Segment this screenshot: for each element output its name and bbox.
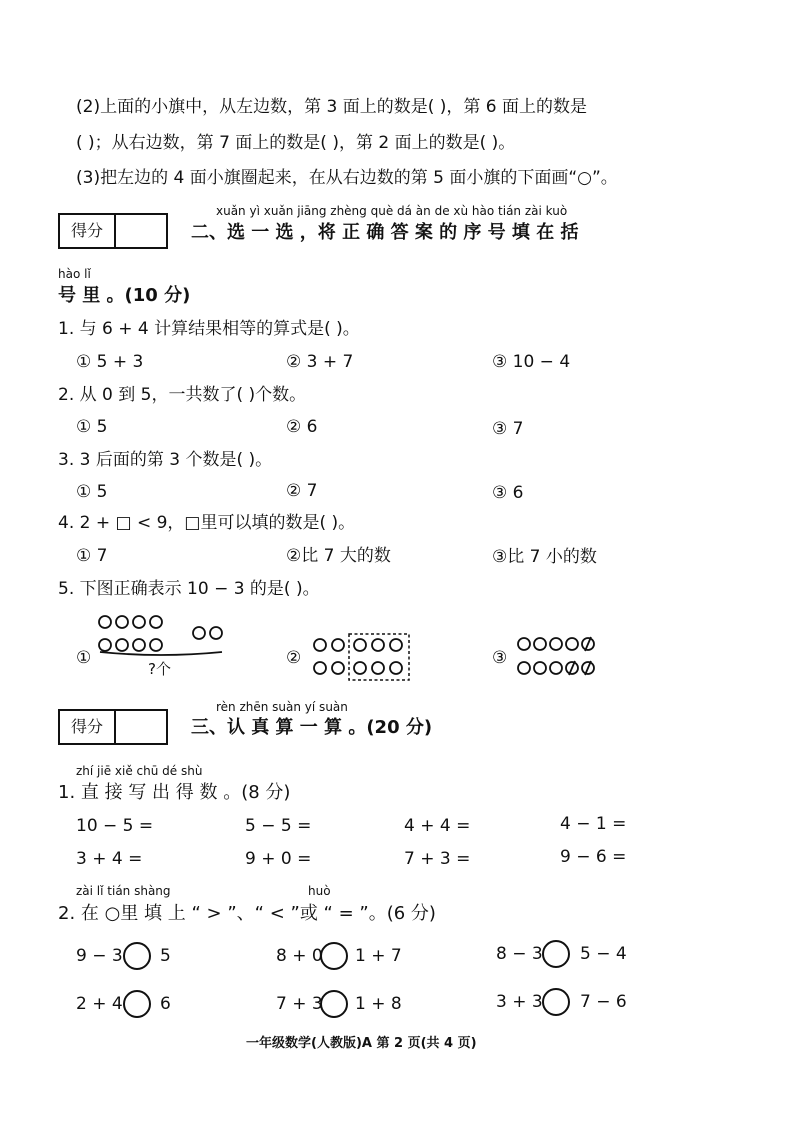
part1-pinyin: zhí jiē xiě chū dé shù <box>76 764 203 778</box>
section2-title-line2: 号 里 。(10 分) <box>58 285 191 306</box>
calc-2-3: 7 + 3 = <box>404 849 471 869</box>
page-footer: 一年级数学(人教版)A 第 2 页(共 4 页) <box>246 1036 477 1051</box>
compare-1-3-left: 8 − 3 <box>496 944 543 964</box>
q2-option-a[interactable]: ① 5 <box>76 417 108 437</box>
mc-question-3: 3. 3 后面的第 3 个数是( )。 <box>58 450 273 470</box>
q2-line2: ( )；从右边数，第 7 面上的数是( )，第 2 面上的数是( )。 <box>76 133 516 153</box>
part2-pinyin-b: huò <box>308 884 331 898</box>
q3-option-b[interactable]: ② 7 <box>286 481 318 501</box>
compare-2-3-right: 7 − 6 <box>580 992 627 1012</box>
part2-pinyin-a: zài lǐ tián shàng <box>76 884 171 898</box>
q2-line1: (2)上面的小旗中，从左边数，第 3 面上的数是( )，第 6 面上的数是 <box>76 97 587 117</box>
score-label: 得分 <box>60 711 116 743</box>
q1-option-a[interactable]: ① 5 + 3 <box>76 352 144 372</box>
score-label: 得分 <box>60 215 116 247</box>
q3-option-a[interactable]: ① 5 <box>76 482 108 502</box>
q5-option-b[interactable]: ② <box>286 648 302 668</box>
compare-1-2-right: 1 + 7 <box>355 946 402 966</box>
section2-title-line1: 二、选 一 选 ，将 正 确 答 案 的 序 号 填 在 括 <box>191 222 579 243</box>
q2-option-c[interactable]: ③ 7 <box>492 419 524 439</box>
section2-pinyin-line2: hào lǐ <box>58 267 91 281</box>
mc-question-5: 5. 下图正确表示 10 − 3 的是( )。 <box>58 579 320 599</box>
section2-pinyin-line1: xuǎn yì xuǎn jiāng zhèng què dá àn de xù hào tián zài kuò <box>216 204 568 218</box>
calc-1-4: 4 − 1 = <box>560 814 627 834</box>
q4-option-a[interactable]: ① 7 <box>76 546 108 566</box>
compare-2-1-left: 2 + 4 <box>76 994 123 1014</box>
compare-1-3-blank[interactable] <box>542 940 570 968</box>
compare-1-1-blank[interactable] <box>123 942 151 970</box>
q5-option-a-caption: ?个 <box>148 660 171 678</box>
score-box-section2 <box>58 213 168 249</box>
calc-1-3: 4 + 4 = <box>404 816 471 836</box>
calc-2-4: 9 − 6 = <box>560 847 627 867</box>
q1-option-c[interactable]: ③ 10 − 4 <box>492 352 571 372</box>
compare-1-1-right: 5 <box>160 946 171 966</box>
calc-1-2: 5 − 5 = <box>245 816 312 836</box>
compare-1-1-left: 9 − 3 <box>76 946 123 966</box>
compare-2-2-left: 7 + 3 <box>276 994 323 1014</box>
q2-option-b[interactable]: ② 6 <box>286 417 318 437</box>
mc-question-1: 1. 与 6 + 4 计算结果相等的算式是( )。 <box>58 319 360 339</box>
q4-option-c[interactable]: ③比 7 小的数 <box>492 547 597 567</box>
part1-title: 1. 直 接 写 出 得 数 。(8 分) <box>58 782 291 803</box>
q1-option-b[interactable]: ② 3 + 7 <box>286 352 354 372</box>
compare-2-2-blank[interactable] <box>320 990 348 1018</box>
calc-2-1: 3 + 4 = <box>76 849 143 869</box>
calc-2-2: 9 + 0 = <box>245 849 312 869</box>
q5-option-c-figure <box>514 632 614 682</box>
compare-2-2-right: 1 + 8 <box>355 994 402 1014</box>
q5-option-c[interactable]: ③ <box>492 648 508 668</box>
q5-option-a[interactable]: ① <box>76 648 92 668</box>
q3-option-c[interactable]: ③ 6 <box>492 483 524 503</box>
section3-pinyin: rèn zhēn suàn yí suàn <box>216 700 348 714</box>
part2-title: 2. 在 ○里 填 上 “ > ”、“ < ”或 “ = ”。(6 分) <box>58 903 436 924</box>
q4-option-b[interactable]: ②比 7 大的数 <box>286 546 391 566</box>
q5-option-b-figure <box>310 632 414 682</box>
compare-1-2-blank[interactable] <box>320 942 348 970</box>
compare-1-2-left: 8 + 0 <box>276 946 323 966</box>
score-box-section3 <box>58 709 168 745</box>
q3-line: (3)把左边的 4 面小旗圈起来，在从右边数的第 5 面小旗的下面画“○”。 <box>76 168 618 188</box>
compare-2-1-right: 6 <box>160 994 171 1014</box>
compare-2-3-left: 3 + 3 <box>496 992 543 1012</box>
compare-2-3-blank[interactable] <box>542 988 570 1016</box>
calc-1-1: 10 − 5 = <box>76 816 154 836</box>
section3-title: 三、认 真 算 一 算 。(20 分) <box>191 717 433 738</box>
mc-question-4: 4. 2 + □ < 9，□里可以填的数是( )。 <box>58 513 356 533</box>
compare-1-3-right: 5 − 4 <box>580 944 627 964</box>
mc-question-2: 2. 从 0 到 5，一共数了( )个数。 <box>58 385 307 405</box>
compare-2-1-blank[interactable] <box>123 990 151 1018</box>
